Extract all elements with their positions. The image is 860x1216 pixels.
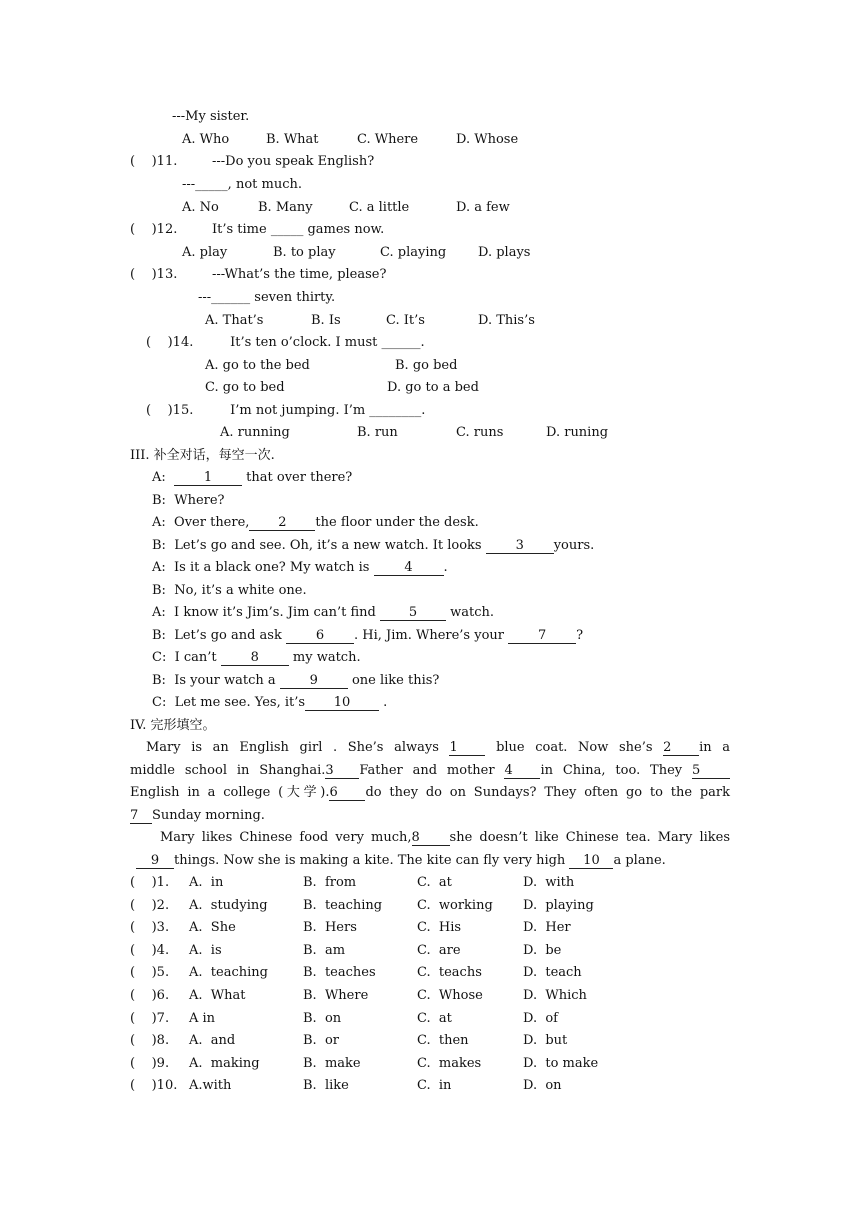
passage-text: a plane. — [613, 853, 666, 868]
option: B. make — [303, 1056, 361, 1071]
option: A. in — [189, 875, 224, 890]
question-number: ( )12. — [130, 222, 178, 237]
option: D. on — [523, 1078, 562, 1093]
dialogue-text: Let’s go and ask — [174, 628, 286, 643]
option: B. to play — [273, 245, 336, 260]
cloze-blank[interactable]: 3 — [325, 763, 359, 779]
question-number: ( )10. — [130, 1078, 178, 1093]
option: D. but — [523, 1033, 568, 1048]
question-sub: ---_____, not much. — [182, 177, 302, 192]
option: A. go to the bed — [205, 358, 310, 373]
option: B. Is — [311, 313, 341, 328]
question-stem: ---Do you speak English? — [212, 154, 375, 169]
option: D. a few — [456, 200, 510, 215]
cloze-blank[interactable]: 4 — [504, 763, 540, 779]
speaker: A: — [152, 515, 166, 530]
dialogue-text: yours. — [553, 538, 595, 553]
speaker: C: — [152, 650, 167, 665]
dialogue-line — [152, 559, 448, 577]
option: A. That’s — [205, 313, 264, 328]
answer-blank[interactable]: 6 — [286, 628, 354, 644]
cloze-blank[interactable]: 7 — [130, 808, 152, 824]
dialogue-line — [152, 582, 307, 600]
dialogue-line — [152, 492, 225, 510]
option: B. run — [357, 425, 398, 440]
option: C. playing — [380, 245, 447, 260]
dialogue-line — [152, 627, 583, 645]
dialogue-text: I can’t — [174, 650, 221, 665]
question-number: ( )1. — [130, 875, 170, 890]
option: D. to make — [523, 1056, 599, 1071]
option: D. of — [523, 1011, 558, 1026]
option: C. in — [417, 1078, 452, 1093]
option: C. at — [417, 1011, 452, 1026]
option: B. Many — [258, 200, 313, 215]
option: B. like — [303, 1078, 349, 1093]
passage-line — [130, 762, 730, 780]
speaker: B: — [152, 538, 166, 553]
dialogue-text: Let me see. Yes, it’s — [174, 695, 306, 710]
speaker: B: — [152, 583, 166, 598]
option: A. She — [189, 920, 236, 935]
passage-text: Mary is an English girl . She’s always — [146, 740, 450, 755]
passage-text: in China, too. They — [540, 763, 692, 778]
question-sub: ---______ seven thirty. — [198, 290, 336, 305]
option: B. Hers — [303, 920, 357, 935]
option: B. on — [303, 1011, 342, 1026]
passage-text: she doesn’t like Chinese tea. Mary likes — [449, 830, 730, 845]
passage-text: Mary likes Chinese food very much, — [160, 830, 412, 845]
option: B. What — [266, 132, 319, 147]
option: A. Who — [182, 132, 230, 147]
option: C. Whose — [417, 988, 483, 1003]
question-number: ( )11. — [130, 154, 178, 169]
question-number: ( )6. — [130, 988, 170, 1003]
section-heading: IV. 完形填空。 — [130, 718, 216, 733]
answer-blank[interactable]: 7 — [508, 628, 576, 644]
cloze-blank[interactable]: 9 — [136, 853, 174, 869]
passage-text: Father and mother — [359, 763, 505, 778]
option: D. Her — [523, 920, 571, 935]
question-number: ( )4. — [130, 943, 170, 958]
option: D. playing — [523, 898, 594, 913]
option: A. and — [189, 1033, 236, 1048]
dialogue-text: the floor under the desk. — [315, 515, 479, 530]
question-number: ( )2. — [130, 898, 170, 913]
option: A. making — [189, 1056, 260, 1071]
speaker: A: — [152, 470, 166, 485]
answer-blank[interactable]: 4 — [374, 560, 444, 576]
option: C. teachs — [417, 965, 482, 980]
option: B. am — [303, 943, 346, 958]
question-number: ( )9. — [130, 1056, 170, 1071]
speaker: A: — [152, 605, 166, 620]
option: A in — [189, 1011, 216, 1026]
dialogue-line — [152, 537, 594, 555]
option: C. a little — [349, 200, 410, 215]
option: D. be — [523, 943, 562, 958]
question-number: ( )14. — [146, 335, 194, 350]
passage-text: blue coat. Now she’s — [485, 740, 664, 755]
dialogue-text: Where? — [174, 493, 225, 508]
option: C. are — [417, 943, 461, 958]
passage-text: Sunday morning. — [152, 808, 265, 823]
passage-text: middle school in Shanghai. — [130, 763, 326, 778]
option: A. No — [182, 200, 219, 215]
question-stem: It’s ten o’clock. I must ______. — [226, 335, 425, 350]
cloze-blank[interactable]: 6 — [329, 785, 365, 801]
option: C. then — [417, 1033, 469, 1048]
section-heading: III. 补全对话，每空一次. — [130, 448, 275, 463]
dialogue-text: . — [443, 560, 448, 575]
passage-line — [136, 852, 666, 870]
option: C. at — [417, 875, 452, 890]
option: D. with — [523, 875, 575, 890]
dialogue-text: one like this? — [347, 673, 440, 688]
option: D. teach — [523, 965, 582, 980]
option: B. or — [303, 1033, 339, 1048]
answer-blank[interactable]: 5 — [380, 605, 446, 621]
dialogue-line — [152, 649, 361, 667]
option: C. It’s — [386, 313, 425, 328]
passage-line — [146, 739, 730, 757]
option: D. plays — [478, 245, 531, 260]
passage-line — [160, 829, 730, 847]
question-number: ( )3. — [130, 920, 170, 935]
dialogue-text: ? — [576, 628, 584, 643]
option: C. go to bed — [205, 380, 285, 395]
option: B. Where — [303, 988, 369, 1003]
dialogue-text: Let’s go and see. Oh, it’s a new watch. It looks — [174, 538, 486, 553]
passage-text: English in a college (大学). — [130, 785, 330, 800]
option: B. go bed — [395, 358, 458, 373]
speaker: C: — [152, 695, 167, 710]
cloze-blank[interactable]: 1 — [449, 740, 485, 756]
passage-text: do they do on Sundays? They often go to the park — [365, 785, 731, 800]
dialogue-text: Is your watch a — [174, 673, 280, 688]
dialogue-line — [152, 604, 494, 622]
dialogue-text: . Hi, Jim. Where’s your — [353, 628, 509, 643]
dialogue-text: I know it’s Jim’s. Jim can’t find — [174, 605, 380, 620]
option: C. Where — [357, 132, 419, 147]
cloze-blank[interactable]: 10 — [569, 853, 613, 869]
dialogue-text: . — [379, 695, 388, 710]
passage-line — [130, 784, 730, 802]
answer-blank[interactable]: 2 — [249, 515, 315, 531]
option: A. teaching — [189, 965, 268, 980]
option: B. teaches — [303, 965, 376, 980]
dialogue-line — [152, 694, 387, 712]
dialogue-text: No, it’s a white one. — [174, 583, 307, 598]
prev-answer: ---My sister. — [172, 109, 250, 124]
cloze-blank[interactable]: 5 — [692, 763, 730, 779]
dialogue-line — [152, 514, 479, 532]
option: A. is — [189, 943, 222, 958]
question-stem: It’s time _____ games now. — [212, 222, 385, 237]
speaker: B: — [152, 673, 166, 688]
option: C. makes — [417, 1056, 482, 1071]
speaker: A: — [152, 560, 166, 575]
dialogue-text: my watch. — [288, 650, 361, 665]
option: C. His — [417, 920, 462, 935]
option: A.with — [189, 1078, 232, 1093]
option: B. teaching — [303, 898, 383, 913]
cloze-blank[interactable]: 8 — [412, 830, 450, 846]
answer-blank[interactable]: 1 — [174, 470, 242, 486]
speaker: B: — [152, 493, 166, 508]
option: C. runs — [456, 425, 504, 440]
option: D. Which — [523, 988, 587, 1003]
question-stem: I’m not jumping. I’m ________. — [226, 403, 426, 418]
option: D. This’s — [478, 313, 535, 328]
answer-blank[interactable]: 8 — [221, 650, 289, 666]
question-number: ( )5. — [130, 965, 170, 980]
option: A. running — [220, 425, 290, 440]
question-number: ( )7. — [130, 1011, 170, 1026]
speaker: B: — [152, 628, 166, 643]
option: C. working — [417, 898, 493, 913]
question-number: ( )13. — [130, 267, 178, 282]
option: D. Whose — [456, 132, 519, 147]
dialogue-line — [152, 672, 439, 690]
option: D. go to a bed — [387, 380, 479, 395]
dialogue-text: watch. — [445, 605, 494, 620]
option: A. play — [182, 245, 228, 260]
passage-text: things. Now she is making a kite. The kite can fly very high — [174, 853, 570, 868]
passage-line — [130, 807, 265, 825]
answer-blank[interactable]: 9 — [280, 673, 348, 689]
option: B. from — [303, 875, 357, 890]
dialogue-line — [152, 469, 352, 487]
option: A. studying — [189, 898, 268, 913]
dialogue-text: Is it a black one? My watch is — [174, 560, 374, 575]
question-number: ( )15. — [146, 403, 194, 418]
answer-blank[interactable]: 10 — [305, 695, 379, 711]
question-stem: ---What’s the time, please? — [212, 267, 387, 282]
question-number: ( )8. — [130, 1033, 170, 1048]
cloze-blank[interactable]: 2 — [663, 740, 699, 756]
passage-text: in a — [699, 740, 730, 755]
option: A. What — [189, 988, 246, 1003]
dialogue-text: Over there, — [174, 515, 250, 530]
dialogue-text: that over there? — [242, 470, 353, 485]
option: D. runing — [546, 425, 609, 440]
answer-blank[interactable]: 3 — [486, 538, 554, 554]
